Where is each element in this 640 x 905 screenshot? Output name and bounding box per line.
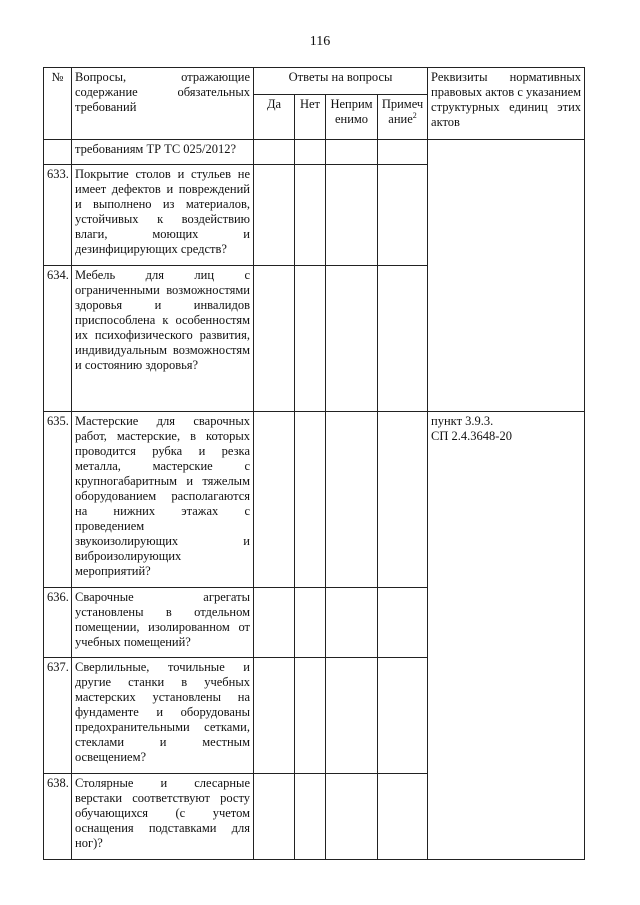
row-question: Сварочные агрегаты установлены в отдельном помещении, изолированном от учебных помещений? xyxy=(72,588,254,658)
row-number: 638. xyxy=(44,774,72,860)
table-row xyxy=(44,266,585,412)
row-number: 637. xyxy=(44,658,72,774)
row-question: Столярные и слесарные верстаки соответствуют росту обучающихся (с учетом оснащения подставками для ног)? xyxy=(72,774,254,860)
header-row xyxy=(44,68,585,95)
answer-note-cell[interactable] xyxy=(378,165,428,266)
header-note-footnote-mark: 2 xyxy=(412,110,417,120)
answer-note-cell[interactable] xyxy=(378,140,428,165)
header-note-text: Примеч ание xyxy=(381,97,424,126)
row-number: 633. xyxy=(44,165,72,266)
answer-no-cell[interactable] xyxy=(295,412,326,588)
answer-note-cell[interactable] xyxy=(378,588,428,658)
page-number: 116 xyxy=(309,34,331,49)
requisites-document: СП 2.4.3648-20 xyxy=(431,429,512,443)
answer-note-cell[interactable] xyxy=(378,412,428,588)
answer-yes-cell[interactable] xyxy=(254,658,295,774)
answer-na-cell[interactable] xyxy=(326,774,378,860)
answer-na-cell[interactable] xyxy=(326,412,378,588)
answer-yes-cell[interactable] xyxy=(254,165,295,266)
requisites-clause: пункт 3.9.3. xyxy=(431,414,494,428)
answer-yes-cell[interactable] xyxy=(254,412,295,588)
row-question: Покрытие столов и стульев не имеет дефектов и повреждений и выполнено из материалов, устойчивых к воздействию влаги, моющих и дезинфицирующих средств? xyxy=(72,165,254,266)
row-question: требованиям ТР ТС 025/2012? xyxy=(72,140,254,165)
header-no: Нет xyxy=(295,95,326,140)
requisites-cell xyxy=(428,266,585,412)
answer-note-cell[interactable] xyxy=(378,774,428,860)
header-requisites: Реквизиты нормативных правовых актов с указанием структурных единиц этих актов xyxy=(428,68,585,140)
table-row xyxy=(44,140,585,165)
answer-no-cell[interactable] xyxy=(295,588,326,658)
row-question: Мастерские для сварочных работ, мастерские, в которых проводится рубка и резка металла, мастерские с крупногабаритным и тяжелым оборудованием располагаются на нижних этажах с проведением звукоизолирующих и виброизолирующих мероприятий? xyxy=(72,412,254,588)
header-answers: Ответы на вопросы xyxy=(254,68,428,95)
answer-yes-cell[interactable] xyxy=(254,588,295,658)
answer-yes-cell[interactable] xyxy=(254,774,295,860)
row-number: 634. xyxy=(44,266,72,412)
row-number: 636. xyxy=(44,588,72,658)
answer-no-cell[interactable] xyxy=(295,658,326,774)
header-not-applicable: Неприм енимо xyxy=(326,95,378,140)
answer-note-cell[interactable] xyxy=(378,658,428,774)
requisites-cell xyxy=(428,165,585,266)
row-number xyxy=(44,140,72,165)
header-note xyxy=(378,95,428,140)
table-row xyxy=(44,412,585,588)
answer-na-cell[interactable] xyxy=(326,165,378,266)
answer-no-cell[interactable] xyxy=(295,266,326,412)
row-number: 635. xyxy=(44,412,72,588)
row-question: Сверлильные, точильные и другие станки в учебных мастерских установлены на фундаменте и оборудованы предохранительными сетками, стеклами и местным освещением? xyxy=(72,658,254,774)
requisites-cell xyxy=(428,140,585,165)
answer-yes-cell[interactable] xyxy=(254,266,295,412)
answer-na-cell[interactable] xyxy=(326,140,378,165)
answer-note-cell[interactable] xyxy=(378,266,428,412)
answer-na-cell[interactable] xyxy=(326,588,378,658)
answer-na-cell[interactable] xyxy=(326,266,378,412)
checklist-table xyxy=(43,67,585,860)
requisites-cell xyxy=(428,412,585,860)
answer-no-cell[interactable] xyxy=(295,774,326,860)
answer-no-cell[interactable] xyxy=(295,140,326,165)
header-num: № xyxy=(44,68,72,140)
header-yes: Да xyxy=(254,95,295,140)
table-row xyxy=(44,165,585,266)
row-question: Мебель для лиц с ограниченными возможностями здоровья и инвалидов приспособлена к особенностям их психофизического развития, индивидуальным возможностям и состоянию здоровья? xyxy=(72,266,254,412)
answer-yes-cell[interactable] xyxy=(254,140,295,165)
header-questions: Вопросы, отражающие содержание обязательных требований xyxy=(72,68,254,140)
answer-na-cell[interactable] xyxy=(326,658,378,774)
answer-no-cell[interactable] xyxy=(295,165,326,266)
